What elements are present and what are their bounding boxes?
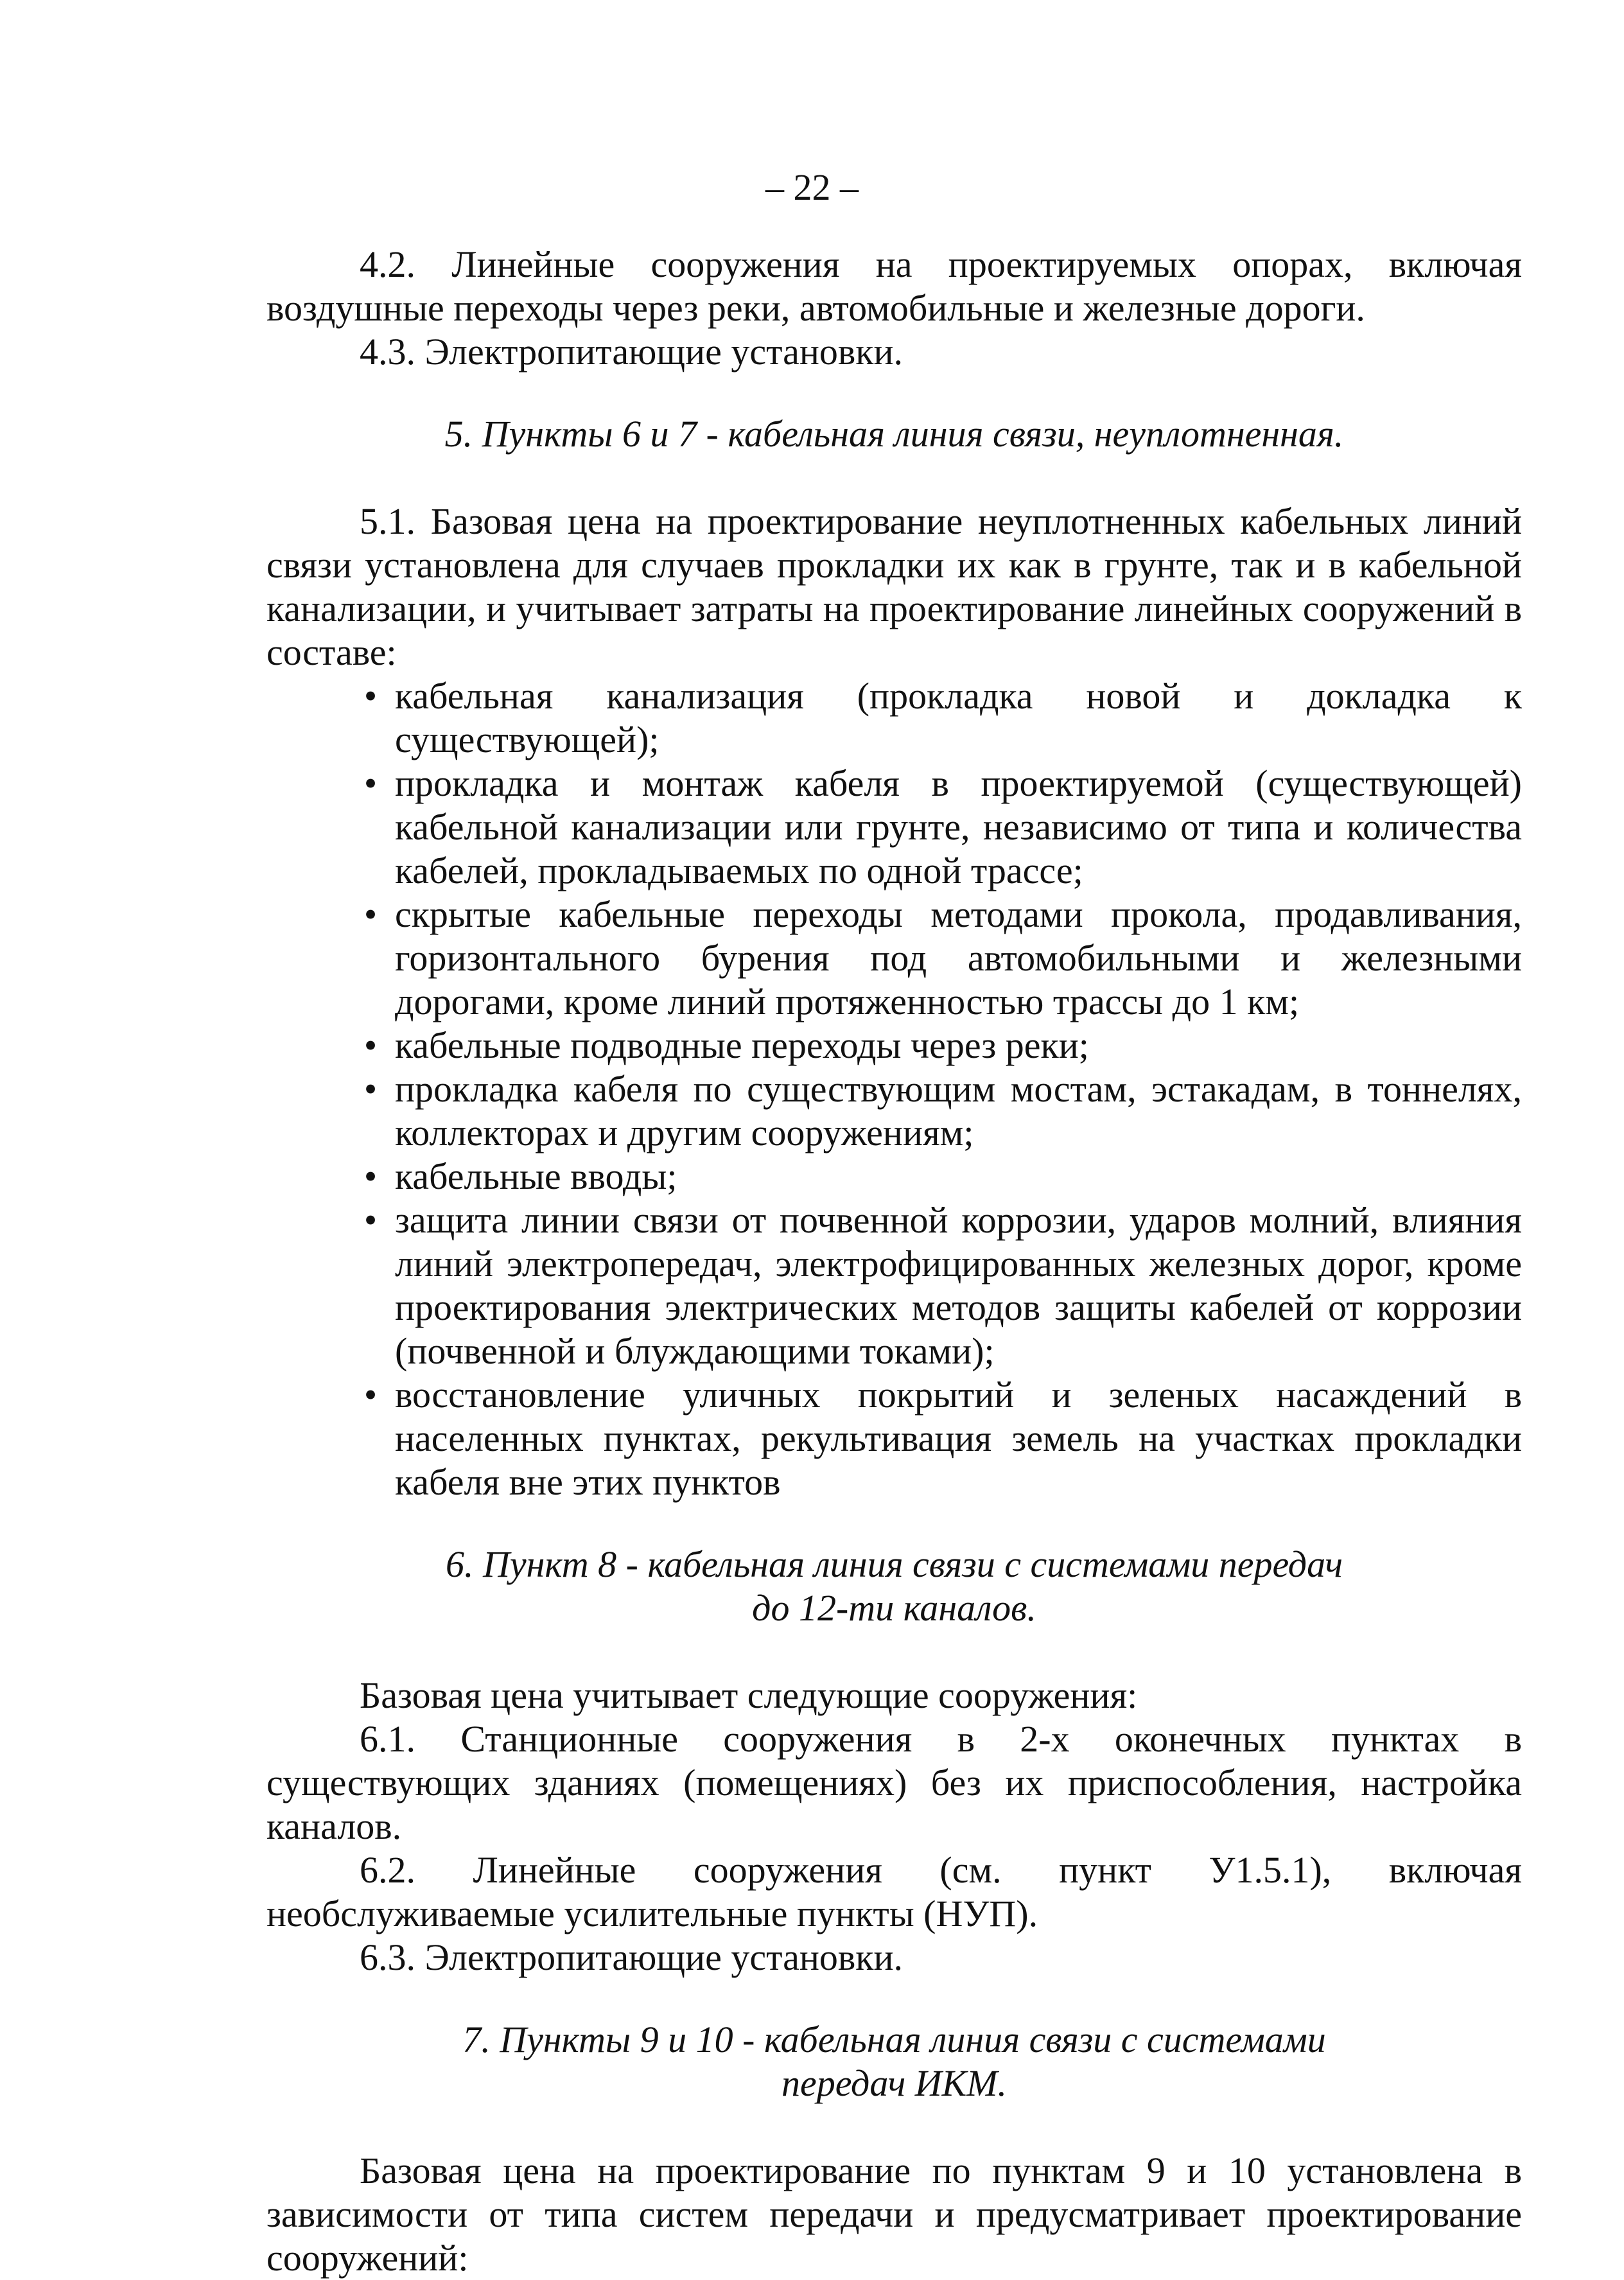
list-item bbox=[266, 1067, 1522, 1155]
list-item-text: прокладка и монтаж кабеля в проектируемой (существующей) кабельной канализации или грунте, независимо от типа и количества кабелей, прокладываемых по одной трассе; bbox=[395, 762, 1522, 891]
section-5-heading: 5. Пункты 6 и 7 - кабельная линия связи, неуплотненная. bbox=[444, 413, 1344, 455]
bullet-icon: • bbox=[363, 1155, 378, 1197]
list-item bbox=[266, 674, 1522, 762]
paragraph-6-3: 6.3. Электропитающие установки. bbox=[360, 1936, 904, 1978]
list-item bbox=[266, 893, 1522, 1024]
bullet-icon: • bbox=[363, 762, 378, 804]
paragraph-4-2: 4.2. Линейные сооружения на проектируемых опорах, включая воздушные переходы через реки, автомобильные и железные дороги. bbox=[266, 243, 1522, 329]
list-item bbox=[266, 1198, 1522, 1373]
bullet-icon: • bbox=[363, 675, 378, 717]
section-7-heading bbox=[266, 2018, 1522, 2105]
list-item-text: кабельная канализация (прокладка новой и докладка к существующей); bbox=[395, 675, 1522, 760]
list-item-text: защита линии связи от почвенной коррозии, ударов молний, влияния линий электропередач, электрофицированных железных дорог, кроме проектирования электрических методов защиты кабелей от коррозии (почвенной и блуждающими токами); bbox=[395, 1199, 1522, 1372]
paragraph-4-3: 4.3. Электропитающие установки. bbox=[360, 331, 904, 373]
paragraph-5-1: 5.1. Базовая цена на проектирование неуплотненных кабельных линий связи установлена для случаев прокладки их как в грунте, так и в кабельной канализации, и учитывает затраты на проектирование линейных сооружений в составе: bbox=[266, 500, 1522, 673]
paragraph-6-1: 6.1. Станционные сооружения в 2-х оконечных пунктах в существующих зданиях (помещениях) без их приспособления, настройка каналов. bbox=[266, 1718, 1522, 1847]
list-item-text: скрытые кабельные переходы методами прокола, продавливания, горизонтального бурения под автомобильными и железными дорогами, кроме линий протяженностью трассы до 1 км; bbox=[395, 893, 1522, 1022]
list-item-text: кабельные подводные переходы через реки; bbox=[395, 1024, 1089, 1066]
list-item-text: восстановление уличных покрытий и зеленых насаждений в населенных пунктах, рекультивация земель на участках прокладки кабеля вне этих пунктов bbox=[395, 1374, 1522, 1503]
list-item bbox=[266, 762, 1522, 893]
bullet-icon: • bbox=[363, 1374, 378, 1416]
list-item bbox=[266, 1373, 1522, 1504]
bullet-icon: • bbox=[363, 893, 378, 935]
list-item-text: кабельные вводы; bbox=[395, 1155, 677, 1197]
page-number: – 22 – bbox=[765, 166, 859, 208]
list-item bbox=[266, 1024, 1522, 1067]
section-7-heading-line2: передач ИКМ. bbox=[781, 2062, 1007, 2104]
section-5-bullet-list bbox=[266, 674, 1522, 1504]
section-7-intro: Базовая цена на проектирование по пунктам 9 и 10 установлена в зависимости от типа систем передачи и предусматривает проектирование сооружений: bbox=[266, 2150, 1522, 2279]
section-6-heading-line2: до 12-ти каналов. bbox=[752, 1587, 1036, 1629]
bullet-icon: • bbox=[363, 1068, 378, 1110]
list-item bbox=[266, 1155, 1522, 1198]
list-item-text: прокладка кабеля по существующим мостам, эстакадам, в тоннелях, коллекторах и другим сооружениям; bbox=[395, 1068, 1522, 1153]
paragraph-6-2: 6.2. Линейные сооружения (см. пункт У1.5.1), включая необслуживаемые усилительные пункты (НУП). bbox=[266, 1849, 1522, 1934]
bullet-icon: • bbox=[363, 1199, 378, 1241]
section-7-heading-line1: 7. Пункты 9 и 10 - кабельная линия связи с системами bbox=[462, 2019, 1326, 2060]
section-6-intro: Базовая цена учитывает следующие сооружения: bbox=[360, 1674, 1138, 1716]
page-content bbox=[266, 243, 1522, 2280]
section-6-heading bbox=[266, 1543, 1522, 1630]
section-6-heading-line1: 6. Пункт 8 - кабельная линия связи с системами передач bbox=[445, 1543, 1343, 1585]
bullet-icon: • bbox=[363, 1024, 378, 1066]
